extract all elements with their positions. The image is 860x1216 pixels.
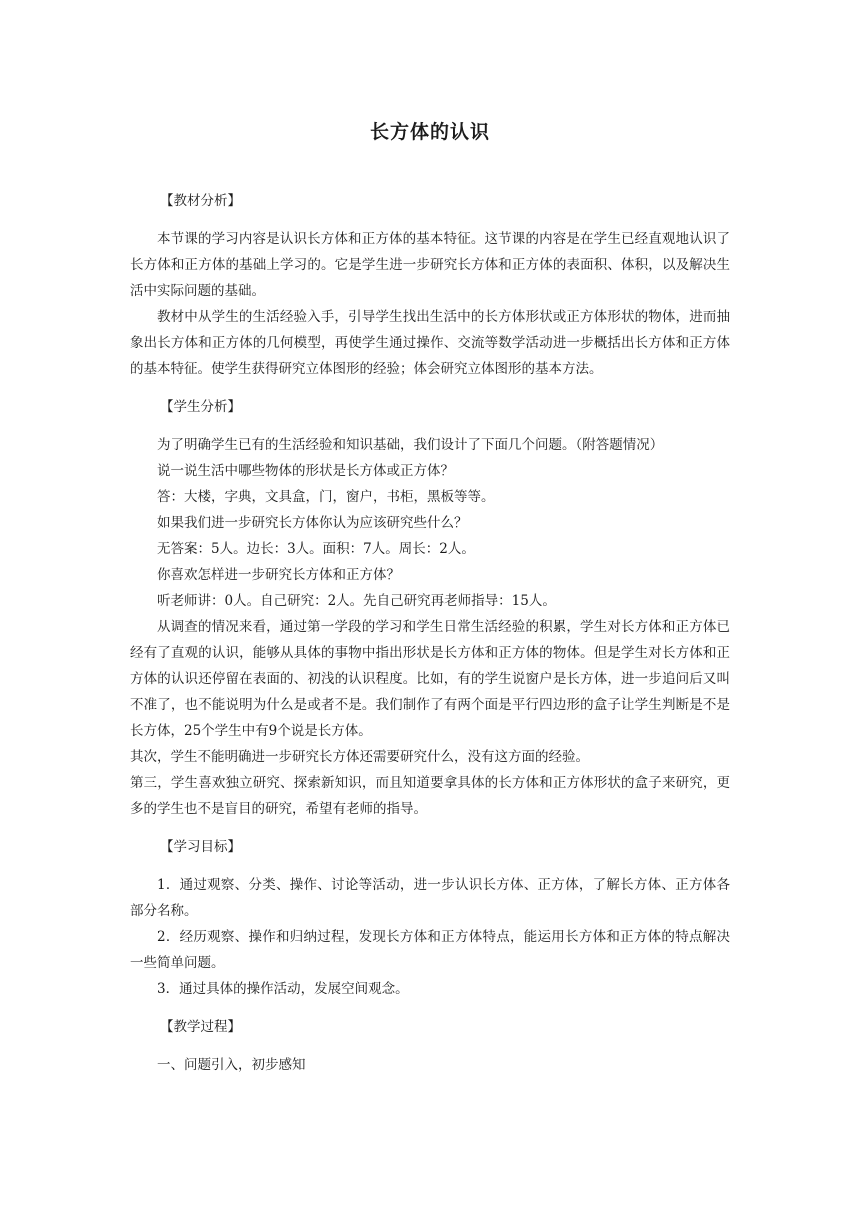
paragraph: 从调查的情况来看，通过第一学段的学习和学生日常生活经验的积累，学生对长方体和正方体已经有了直观的认识，能够从具体的事物中指出形状是长方体和正方体的物体。但是学生对长方体和正方体的认识还停留在表面的、初浅的认识程度。比如，有的学生说窗户是长方体，进一步追问后又叫不准了，也不能说明为什么是或者不是。我们制作了有两个面是平行四边形的盒子让学生判断是不是长方体，25个学生中有9个说是长方体。 <box>130 619 730 739</box>
answer-line: 答：大楼，字典，文具盒，门，窗户，书柜，黑板等等。 <box>157 489 495 505</box>
question-line: 说一说生活中哪些物体的形状是长方体或正方体？ <box>157 463 454 479</box>
section-student-analysis <box>130 394 730 822</box>
paragraph: 本节课的学习内容是认识长方体和正方体的基本特征。这节课的内容是在学生已经直观地认识了长方体和正方体的基础上学习的。它是学生进一步研究长方体和正方体的表面积、体积，以及解决生活中实际问题的基础。 <box>130 231 730 299</box>
section-material-analysis <box>130 188 730 382</box>
page-title: 长方体的认识 <box>369 121 490 143</box>
goal-item: 3．通过具体的操作活动，发展空间观念。 <box>157 981 409 997</box>
goal-item: 2．经历观察、操作和归纳过程，发现长方体和正方体特点，能运用长方体和正方体的特点解决一些简单问题。 <box>130 929 730 971</box>
section-heading: 【学习目标】 <box>160 839 241 855</box>
paragraph: 为了明确学生已有的生活经验和知识基础，我们设计了下面几个问题。（附答题情况） <box>157 437 664 453</box>
goal-item: 1．通过观察、分类、操作、讨论等活动，进一步认识长方体、正方体，了解长方体、正方体各部分名称。 <box>130 877 730 919</box>
paragraph: 第三，学生喜欢独立研究、探索新知识，而且知道要拿具体的长方体和正方体形状的盒子来研究，更多的学生也不是盲目的研究，希望有老师的指导。 <box>130 775 730 817</box>
section-heading: 【学生分析】 <box>160 399 241 415</box>
paragraph: 其次，学生不能明确进一步研究长方体还需要研究什么，没有这方面的经验。 <box>130 749 589 765</box>
answer-line: 听老师讲：0人。自己研究：2人。先自己研究再老师指导：15人。 <box>157 593 556 609</box>
answer-line: 无答案：5人。边长：3人。面积：7人。周长：2人。 <box>157 541 475 557</box>
paragraph: 教材中从学生的生活经验入手，引导学生找出生活中的长方体形状或正方体形状的物体，进而抽象出长方体和正方体的几何模型，再使学生通过操作、交流等数学活动进一步概括出长方体和正方体的基本特征。使学生获得研究立体图形的经验；体会研究立体图形的基本方法。 <box>130 309 730 377</box>
subheading: 一、问题引入，初步感知 <box>157 1057 306 1073</box>
section-learning-goals <box>130 834 730 1002</box>
section-teaching-process <box>130 1014 730 1078</box>
question-line: 如果我们进一步研究长方体你认为应该研究些什么？ <box>157 515 468 531</box>
section-heading: 【教材分析】 <box>160 193 241 209</box>
document-body <box>130 188 730 1090</box>
question-line: 你喜欢怎样进一步研究长方体和正方体？ <box>157 567 400 583</box>
section-heading: 【教学过程】 <box>160 1019 241 1035</box>
